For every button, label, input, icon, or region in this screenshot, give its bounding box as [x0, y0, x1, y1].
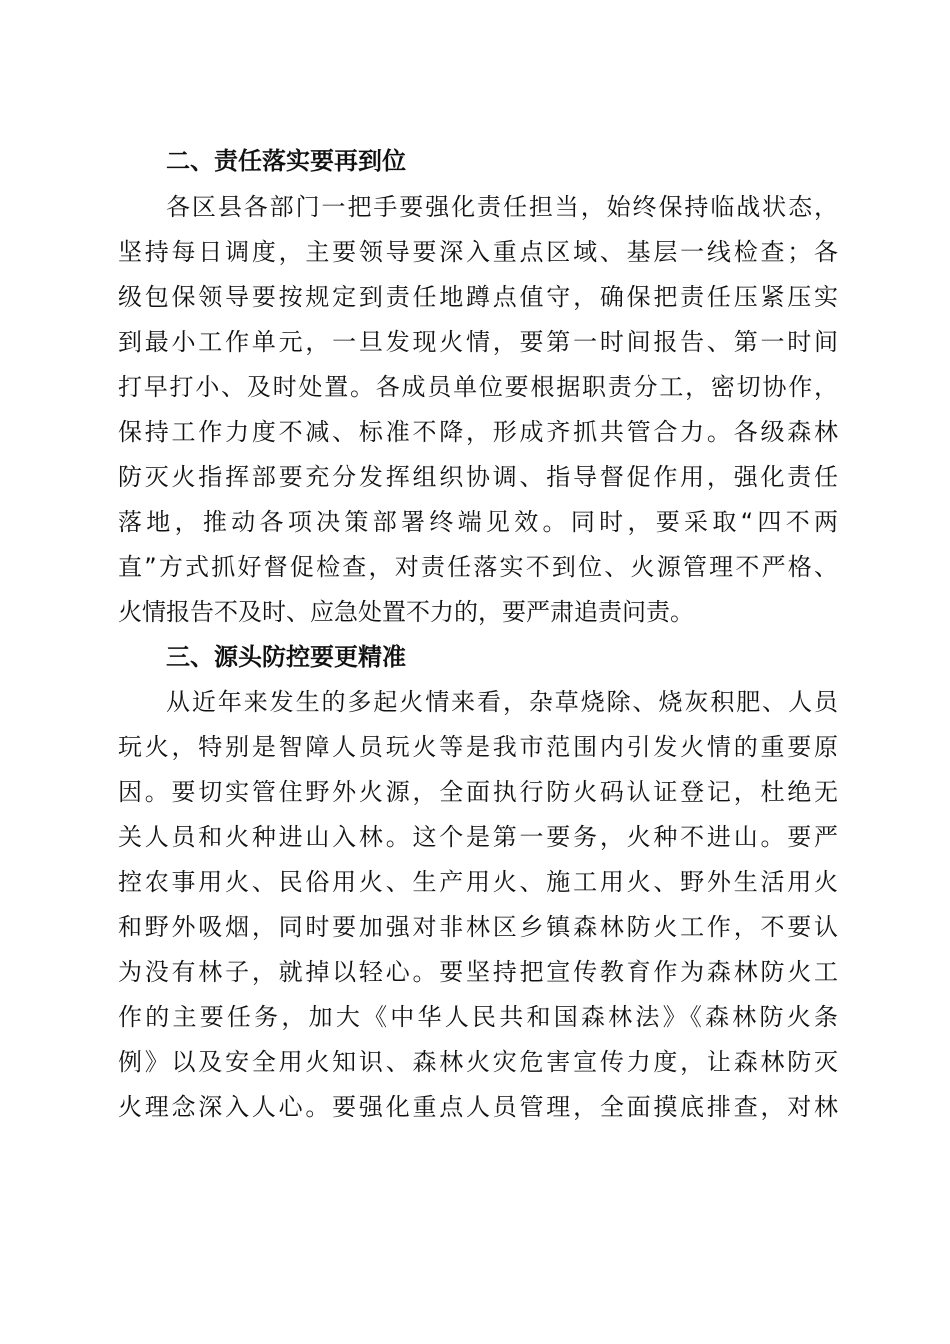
paragraph-line: 直”方式抓好督促检查，对责任落实不到位、火源管理不严格、	[118, 553, 838, 581]
paragraph-line: 和野外吸烟，同时要加强对非林区乡镇森林防火工作，不要认	[118, 913, 838, 941]
paragraph-line: 玩火，特别是智障人员玩火等是我市范围内引发火情的重要原	[118, 733, 838, 761]
paragraph-line: 坚持每日调度，主要领导要深入重点区域、基层一线检查；各	[118, 238, 838, 266]
paragraph-line: 控农事用火、民俗用火、生产用火、施工用火、野外生活用火	[118, 868, 838, 896]
paragraph-line: 关人员和火种进山入林。这个是第一要务，火种不进山。要严	[118, 823, 838, 851]
paragraph-line: 因。要切实管住野外火源，全面执行防火码认证登记，杜绝无	[118, 778, 838, 806]
section-heading-2: 二、责任落实要再到位	[166, 147, 406, 175]
paragraph-line: 保持工作力度不减、标准不降，形成齐抓共管合力。各级森林	[118, 418, 838, 446]
section-heading-3: 三、源头防控要更精准	[166, 643, 406, 671]
paragraph-line: 从近年来发生的多起火情来看，杂草烧除、烧灰积肥、人员	[166, 688, 838, 716]
paragraph-line: 作的主要任务，加大《中华人民共和国森林法》《森林防火条	[118, 1003, 838, 1031]
paragraph-line: 落地，推动各项决策部署终端见效。同时，要采取“四不两	[118, 508, 838, 536]
paragraph-line: 级包保领导要按规定到责任地蹲点值守，确保把责任压紧压实	[118, 283, 838, 311]
paragraph-line: 例》以及安全用火知识、森林火灾危害宣传力度，让森林防灭	[118, 1048, 838, 1076]
paragraph-line: 到最小工作单元，一旦发现火情，要第一时间报告、第一时间	[118, 328, 838, 356]
paragraph-line: 防灭火指挥部要充分发挥组织协调、指导督促作用，强化责任	[118, 463, 838, 491]
paragraph-line: 火理念深入人心。要强化重点人员管理，全面摸底排查，对林	[118, 1093, 838, 1121]
paragraph-line: 打早打小、及时处置。各成员单位要根据职责分工，密切协作，	[118, 373, 838, 401]
paragraph-line: 火情报告不及时、应急处置不力的，要严肃追责问责。	[118, 598, 694, 626]
paragraph-line: 为没有林子，就掉以轻心。要坚持把宣传教育作为森林防火工	[118, 958, 838, 986]
paragraph-line: 各区县各部门一把手要强化责任担当，始终保持临战状态，	[166, 193, 838, 221]
